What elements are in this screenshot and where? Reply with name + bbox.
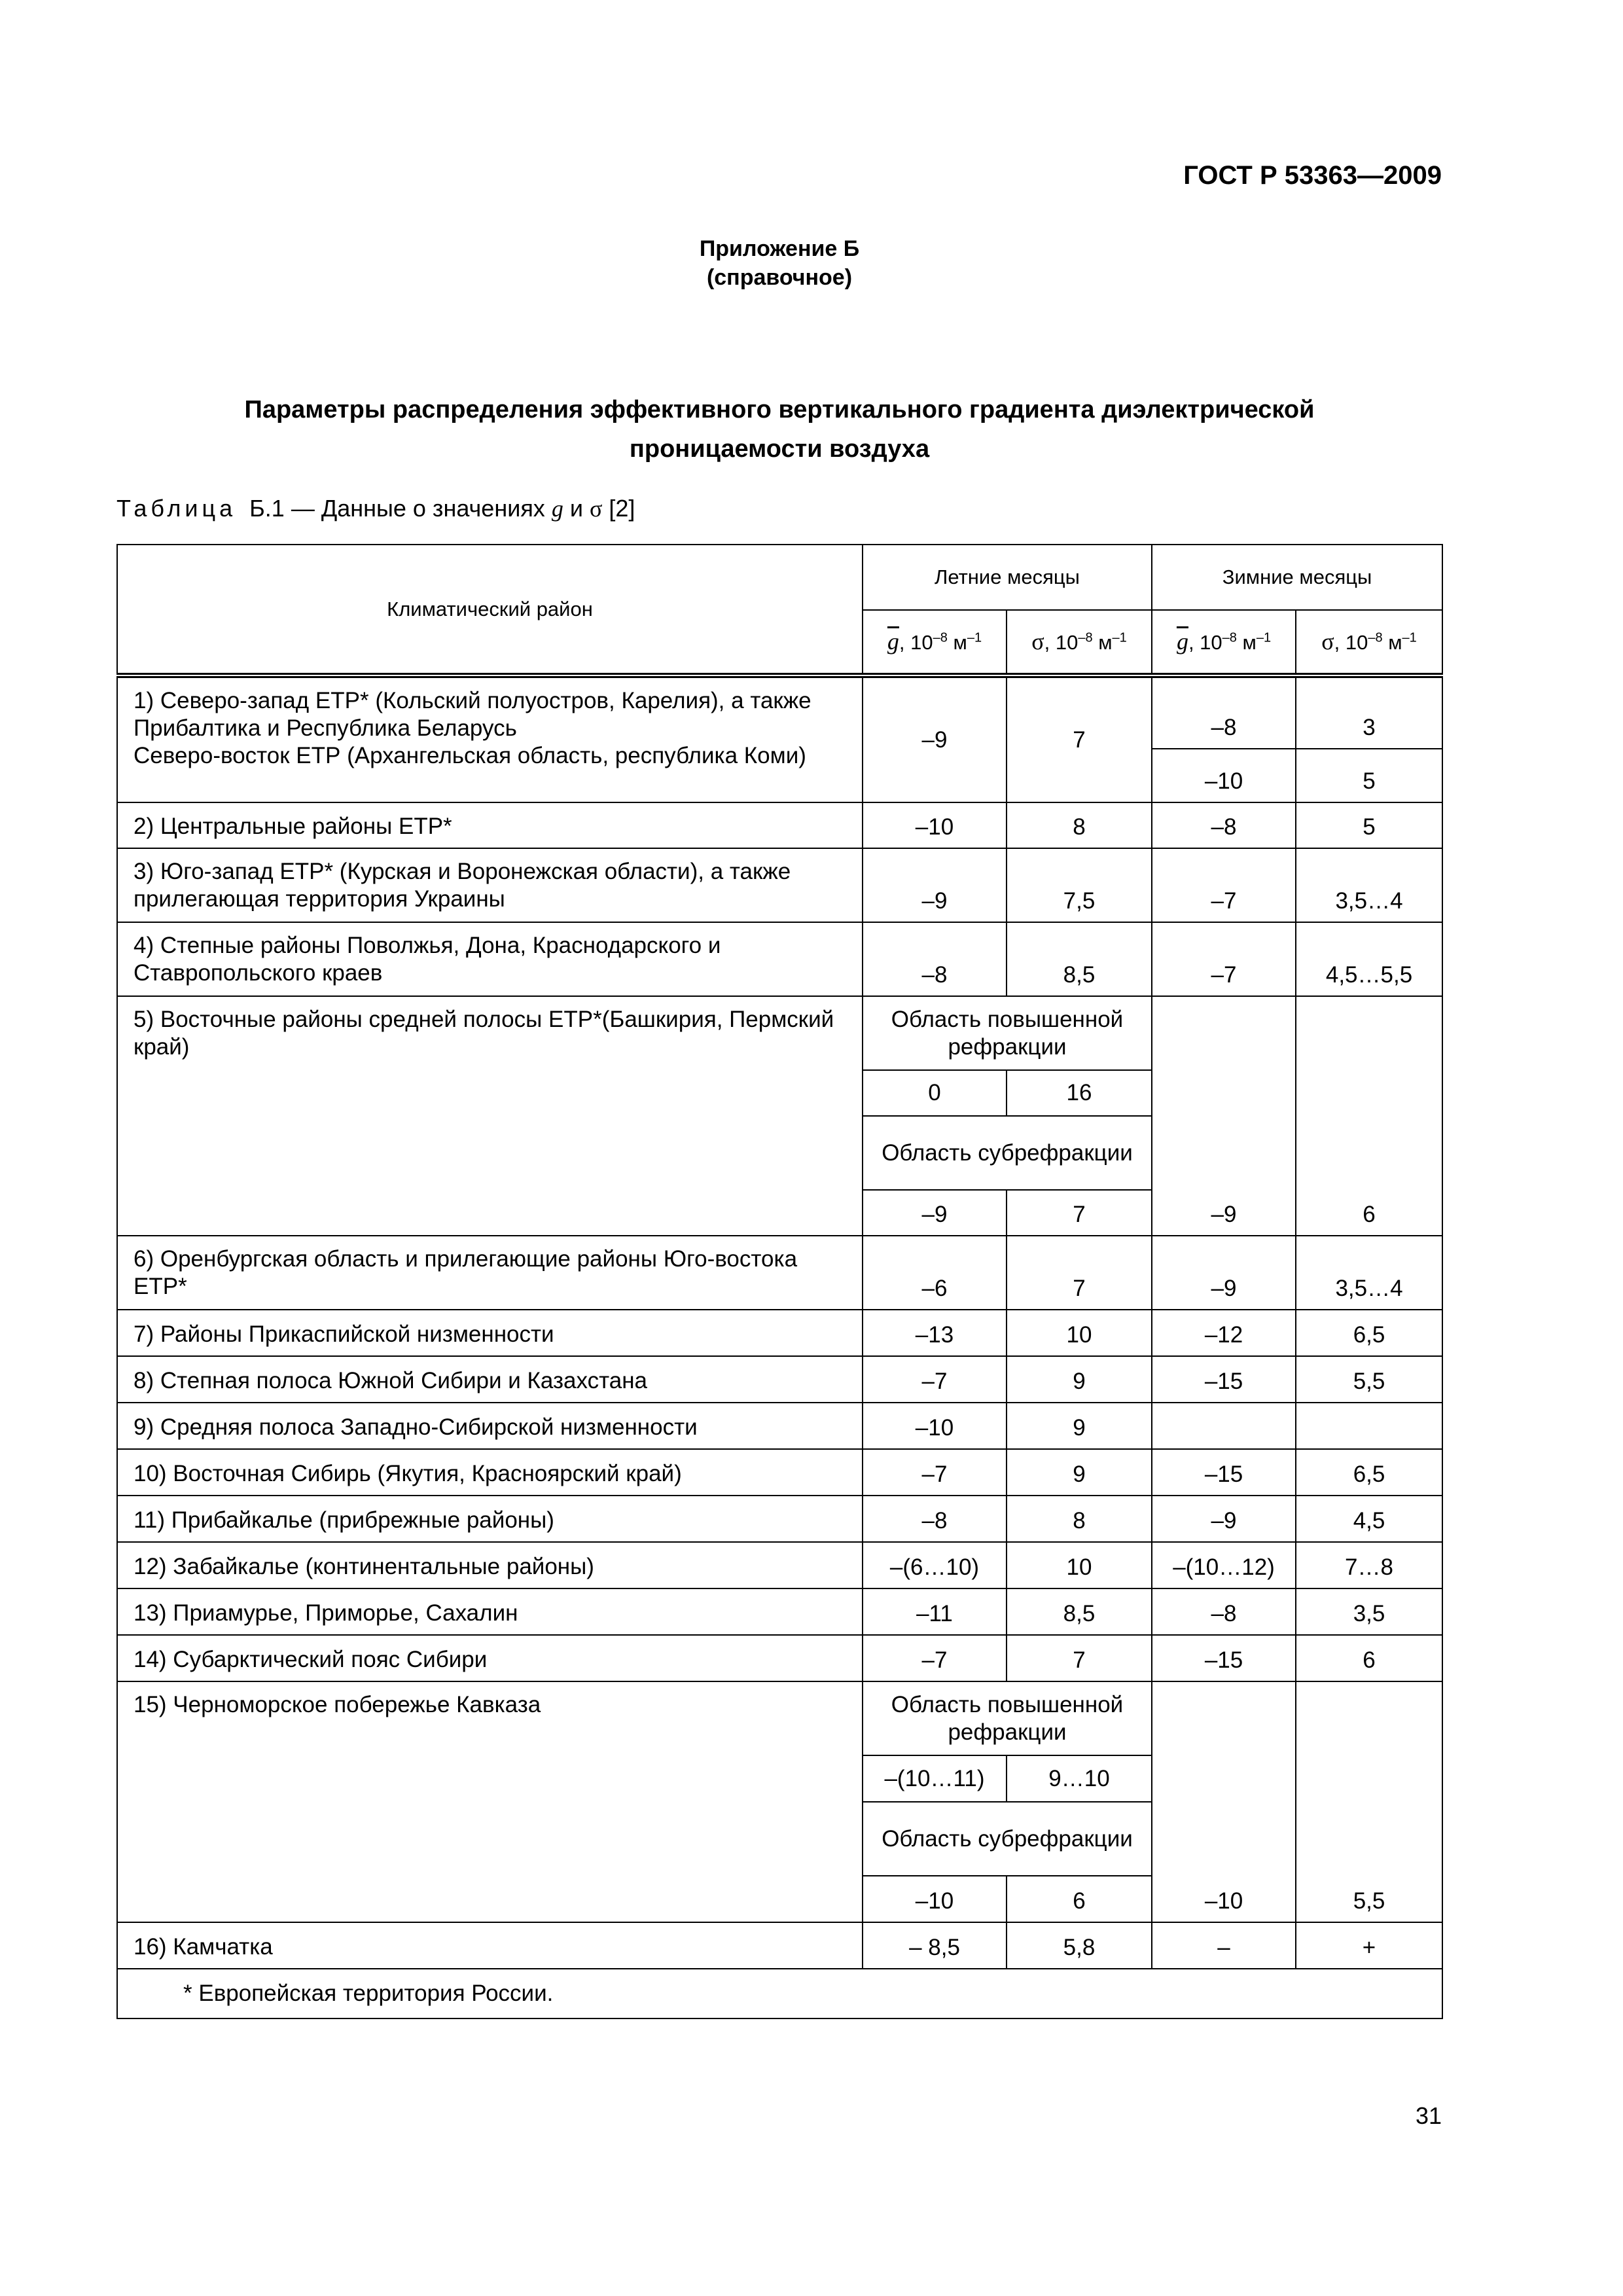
header-winter-sigma [1296,610,1442,675]
region-name: 14) Субарктический пояс Сибири [117,1635,863,1681]
sigma-symbol: σ [1031,628,1044,655]
region-name: 8) Степная полоса Южной Сибири и Казахстана [117,1356,863,1403]
table-row [117,848,1442,922]
data-table [116,544,1443,2019]
winter-sigma-value: 3,5 [1296,1588,1442,1635]
summer-g-value: –8 [863,1496,1007,1542]
table-footnote-row [117,1969,1442,2018]
summer-g-value: –(10…11) [863,1755,1007,1802]
winter-sigma-value [1296,1403,1442,1449]
region-name-part-b: Северо-восток ЕТР (Архангельская область, республика Коми) [134,743,806,768]
unit-exponent: –8 [933,630,948,645]
winter-sigma-value: 5,5 [1296,1681,1442,1922]
caption-and: и [569,495,583,522]
table-footnote: * Европейская территория России. [117,1969,1442,2018]
winter-sigma-value: 5 [1296,749,1442,802]
table-row [117,1681,1442,1755]
summer-g-value: –11 [863,1588,1007,1635]
g-symbol: $\overline{g}$ [887,628,899,655]
winter-sigma-value: 6 [1296,996,1442,1236]
winter-g-value: –8 [1152,802,1296,848]
winter-sigma-value: 7…8 [1296,1542,1442,1588]
table-row [117,1236,1442,1310]
unit-exponent: –8 [1222,630,1237,645]
appendix-subtitle: (справочное) [706,265,853,290]
header-winter: Зимние месяцы [1152,545,1442,610]
winter-sigma-value: 4,5 [1296,1496,1442,1542]
summer-g-value: –7 [863,1356,1007,1403]
region-name: 16) Камчатка [117,1922,863,1969]
summer-sigma-value: 7 [1007,675,1152,802]
caption-label: Таблица [116,495,237,522]
unit-meter-exponent: –1 [1112,630,1127,645]
summer-sigma-value: 10 [1007,1542,1152,1588]
region-name: 5) Восточные районы средней полосы ЕТР*(Башкирия, Пермский край) [117,996,863,1236]
winter-g-value: –10 [1152,749,1296,802]
summer-g-value: –13 [863,1310,1007,1356]
g-symbol: $\overline{g}$ [1176,628,1188,655]
table-row [117,1542,1442,1588]
caption-g-symbol: g [551,495,563,522]
winter-sigma-value: 6,5 [1296,1449,1442,1496]
summer-sigma-value: 8 [1007,802,1152,848]
caption-reference: [2] [609,495,635,522]
unit-meter-exponent: –1 [1402,630,1417,645]
table-row [117,1449,1442,1496]
sigma-symbol: σ [1321,628,1334,655]
summer-g-value: –9 [863,848,1007,922]
summer-g-value: –6 [863,1236,1007,1310]
table-row [117,1922,1442,1969]
appendix-heading [0,234,1559,292]
summer-sigma-value: 8,5 [1007,922,1152,996]
summer-g-value: –(6…10) [863,1542,1007,1588]
table-row [117,1588,1442,1635]
region-name: 2) Центральные районы ЕТР* [117,802,863,848]
header-summer: Летние месяцы [863,545,1152,610]
summer-sigma-value: 8,5 [1007,1588,1152,1635]
summer-g-value: –9 [863,675,1007,802]
winter-g-value: –9 [1152,1236,1296,1310]
unit-meter: м [1092,630,1113,654]
summer-sigma-value: 9…10 [1007,1755,1152,1802]
region-name-part-a: 1) Северо-запад ЕТР* (Кольский полуостров, Карелия), а также Прибалтика и Республика Беларусь [134,688,812,741]
region-name: 6) Оренбургская область и прилегающие районы Юго-востока ЕТР* [117,1236,863,1310]
region-name: 12) Забайкалье (континентальные районы) [117,1542,863,1588]
region-name: 3) Юго-запад ЕТР* (Курская и Воронежская области), а также прилегающая территория Украины [117,848,863,922]
winter-sigma-value: 6,5 [1296,1310,1442,1356]
unit-meter-exponent: –1 [967,630,982,645]
region-name: 13) Приамурье, Приморье, Сахалин [117,1588,863,1635]
table-row [117,1356,1442,1403]
subrefraction-label: Область субрефракции [863,1116,1152,1190]
subrefraction-label: Область субрефракции [863,1802,1152,1876]
winter-g-value: –15 [1152,1449,1296,1496]
caption-number: Б.1 [249,495,285,522]
winter-g-value: –7 [1152,848,1296,922]
winter-sigma-value: 6 [1296,1635,1442,1681]
table-row [117,1496,1442,1542]
summer-g-value: –8 [863,922,1007,996]
summer-g-value: – 8,5 [863,1922,1007,1969]
region-name: 4) Степные районы Поволжья, Дона, Краснодарского и Ставропольского краев [117,922,863,996]
unit-meter: м [1236,630,1257,654]
unit-meter: м [947,630,967,654]
summer-sigma-value: 10 [1007,1310,1152,1356]
appendix-title: Приложение Б [699,236,860,261]
winter-sigma-value: 3,5…4 [1296,1236,1442,1310]
document-code: ГОСТ Р 53363—2009 [1183,161,1442,190]
summer-g-value: –10 [863,1403,1007,1449]
summer-sigma-value: 9 [1007,1356,1152,1403]
table-row [117,922,1442,996]
winter-g-value: –15 [1152,1635,1296,1681]
table-row [117,802,1442,848]
table-row [117,1310,1442,1356]
unit-text: , 10 [1334,630,1368,654]
table-row [117,675,1442,749]
winter-sigma-value: 5,5 [1296,1356,1442,1403]
region-name: 9) Средняя полоса Западно-Сибирской низменности [117,1403,863,1449]
summer-sigma-value: 16 [1007,1070,1152,1116]
header-summer-g [863,610,1007,675]
header-winter-g [1152,610,1296,675]
section-title-line-1: Параметры распределения эффективного вертикального градиента диэлектрической [244,396,1315,423]
winter-g-value: –12 [1152,1310,1296,1356]
refraction-high-label: Область повышенной рефракции [863,1681,1152,1755]
summer-sigma-value: 7 [1007,1635,1152,1681]
unit-exponent: –8 [1078,630,1093,645]
winter-sigma-value: 3,5…4 [1296,848,1442,922]
winter-g-value: –8 [1152,1588,1296,1635]
unit-meter-exponent: –1 [1256,630,1272,645]
summer-sigma-value: 5,8 [1007,1922,1152,1969]
region-name: 7) Районы Прикаспийской низменности [117,1310,863,1356]
winter-g-value: –9 [1152,996,1296,1236]
winter-g-value: –10 [1152,1681,1296,1922]
winter-g-value: –9 [1152,1496,1296,1542]
winter-g-value [1152,1403,1296,1449]
summer-sigma-value: 7,5 [1007,848,1152,922]
summer-g-value: –10 [863,1876,1007,1922]
table-row [117,1635,1442,1681]
header-summer-sigma [1007,610,1152,675]
summer-sigma-value: 8 [1007,1496,1152,1542]
unit-meter: м [1382,630,1402,654]
table-row [117,996,1442,1070]
refraction-high-label: Область повышенной рефракции [863,996,1152,1070]
winter-g-value: –8 [1152,675,1296,749]
unit-text: , 10 [1044,630,1079,654]
table-row [117,1403,1442,1449]
summer-g-value: –7 [863,1635,1007,1681]
unit-exponent: –8 [1368,630,1383,645]
page-number: 31 [1415,2102,1442,2129]
winter-sigma-value: 5 [1296,802,1442,848]
summer-g-value: 0 [863,1070,1007,1116]
winter-sigma-value: + [1296,1922,1442,1969]
region-name: 10) Восточная Сибирь (Якутия, Красноярский край) [117,1449,863,1496]
unit-text: , 10 [1188,630,1222,654]
winter-sigma-value: 4,5…5,5 [1296,922,1442,996]
winter-sigma-value: 3 [1296,675,1442,749]
winter-g-value: –(10…12) [1152,1542,1296,1588]
header-region: Климатический район [117,545,863,675]
winter-g-value: –7 [1152,922,1296,996]
summer-g-value: –10 [863,802,1007,848]
winter-g-value: – [1152,1922,1296,1969]
summer-sigma-value: 9 [1007,1449,1152,1496]
unit-text: , 10 [899,630,933,654]
section-title-line-2: проницаемости воздуха [629,435,930,463]
region-name [117,675,863,802]
table-caption [116,495,635,522]
caption-text: — Данные о значениях [291,495,545,522]
summer-g-value: –9 [863,1190,1007,1236]
summer-sigma-value: 9 [1007,1403,1152,1449]
section-title [0,390,1559,469]
region-name: 11) Прибайкалье (прибрежные районы) [117,1496,863,1542]
summer-sigma-value: 7 [1007,1236,1152,1310]
summer-sigma-value: 7 [1007,1190,1152,1236]
summer-sigma-value: 6 [1007,1876,1152,1922]
summer-g-value: –7 [863,1449,1007,1496]
region-name: 15) Черноморское побережье Кавказа [117,1681,863,1922]
winter-g-value: –15 [1152,1356,1296,1403]
caption-sigma-symbol: σ [589,495,603,522]
